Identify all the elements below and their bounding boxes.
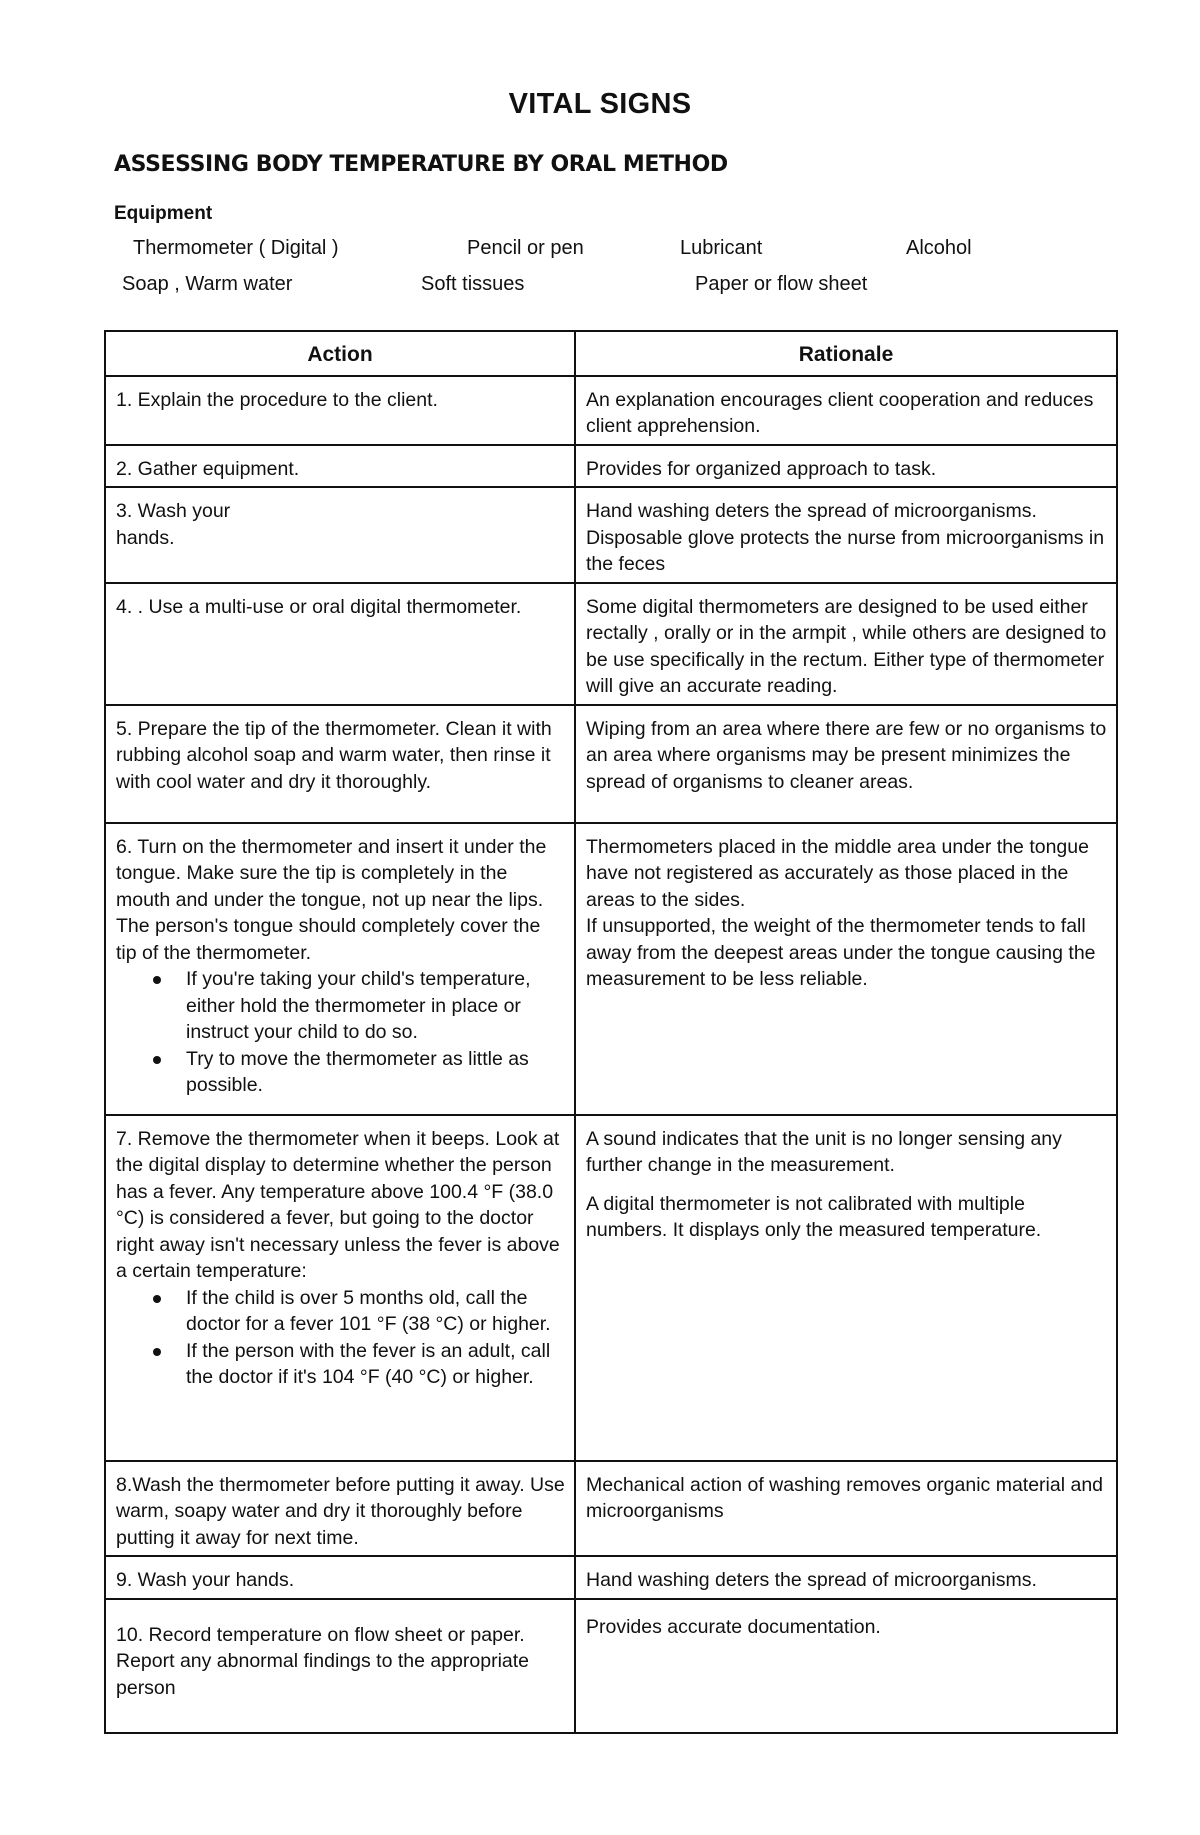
bullet-list bbox=[116, 1285, 566, 1391]
rationale-cell bbox=[575, 1599, 1117, 1733]
rationale-text: Hand washing deters the spread of microorganisms. bbox=[586, 1569, 1037, 1591]
table-row bbox=[105, 705, 1117, 823]
rationale-text: Thermometers placed in the middle area under the tongue have not registered as accurately as those placed in the areas to the sides. bbox=[586, 835, 1089, 911]
rationale-text: Provides accurate documentation. bbox=[586, 1615, 881, 1638]
action-header: Action bbox=[105, 331, 575, 376]
rationale-cell bbox=[575, 376, 1117, 445]
action-text: 6. Turn on the thermometer and insert it under the tongue. Make sure the tip is completely in the mouth and under the tongue, not up near the lips. The person's tongue should completely cover the tip of the thermometer. bbox=[116, 835, 547, 964]
rationale-cell bbox=[575, 445, 1117, 488]
action-cell: 5. Prepare the tip of the thermometer. Clean it with rubbing alcohol soap and warm water, then rinse it with cool water and dry it thoroughly. bbox=[105, 705, 575, 823]
procedure-table bbox=[104, 330, 1118, 1734]
procedure-subtitle: ASSESSING BODY TEMPERATURE BY ORAL METHOD bbox=[114, 152, 728, 177]
action-cell: 2. Gather equipment. bbox=[105, 445, 575, 488]
rationale-text: Wiping from an area where there are few or no organisms to an area where organisms may be present minimizes the spread of organisms to cleaner areas. bbox=[586, 717, 1107, 793]
rationale-text: Some digital thermometers are designed to be used either rectally , orally or in the armpit , while others are designed to be use specifically in the rectum. Either type of thermometer will give an accurate reading. bbox=[586, 595, 1107, 697]
equipment-item: Paper or flow sheet bbox=[695, 273, 868, 295]
rationale-cell bbox=[575, 1556, 1117, 1599]
action-cell: 4. . Use a multi-use or oral digital thermometer. bbox=[105, 583, 575, 705]
equipment-item: Thermometer ( Digital ) bbox=[133, 237, 339, 259]
equipment-item: Soft tissues bbox=[421, 273, 525, 295]
rationale-text: Provides for organized approach to task. bbox=[586, 457, 937, 480]
bullet-item: Try to move the thermometer as little as possible. bbox=[186, 1046, 566, 1099]
rationale-cell bbox=[575, 1461, 1117, 1557]
rationale-header: Rationale bbox=[575, 331, 1117, 376]
equipment-item: Soap , Warm water bbox=[122, 273, 293, 295]
rationale-text: A digital thermometer is not calibrated with multiple numbers. It displays only the measured temperature. bbox=[586, 1192, 1042, 1241]
table-row bbox=[105, 1115, 1117, 1461]
rationale-cell bbox=[575, 583, 1117, 705]
table-header-row bbox=[105, 331, 1117, 376]
table-row bbox=[105, 376, 1117, 445]
action-cell bbox=[105, 1115, 575, 1461]
rationale-text: If unsupported, the weight of the thermometer tends to fall away from the deepest areas under the tongue causing the measurement to be less reliable. bbox=[586, 915, 1096, 990]
table-row bbox=[105, 487, 1117, 583]
bullet-item: If the child is over 5 months old, call the doctor for a fever 101 °F (38 °C) or higher. bbox=[186, 1285, 566, 1338]
rationale-cell bbox=[575, 1115, 1117, 1461]
bullet-item: If you're taking your child's temperature, either hold the thermometer in place or instruct your child to do so. bbox=[186, 966, 566, 1046]
table-row bbox=[105, 583, 1117, 705]
action-cell bbox=[105, 823, 575, 1115]
rationale-text: Mechanical action of washing removes organic material and microorganisms bbox=[586, 1473, 1104, 1522]
bullet-list bbox=[116, 966, 566, 1099]
equipment-label: Equipment bbox=[114, 203, 213, 224]
rationale-text: A sound indicates that the unit is no longer sensing any further change in the measurement. bbox=[586, 1127, 1062, 1176]
rationale-cell bbox=[575, 705, 1117, 823]
bullet-item: If the person with the fever is an adult, call the doctor if it's 104 °F (40 °C) or higher. bbox=[186, 1338, 566, 1391]
action-cell: 10. Record temperature on flow sheet or paper. Report any abnormal findings to the appropriate person bbox=[105, 1599, 575, 1733]
action-cell: 1. Explain the procedure to the client. bbox=[105, 376, 575, 445]
action-cell: 8.Wash the thermometer before putting it away. Use warm, soapy water and dry it thoroughly before putting it away for next time. bbox=[105, 1461, 575, 1557]
rationale-cell bbox=[575, 823, 1117, 1115]
action-text: 7. Remove the thermometer when it beeps. Look at the digital display to determine whether the person has a fever. Any temperature above 100.4 °F (38.0 °C) is considered a fever, but going to the doctor right away isn't necessary unless the fever is above a certain temperature: bbox=[116, 1127, 560, 1282]
table-row bbox=[105, 445, 1117, 488]
page-title: VITAL SIGNS bbox=[508, 88, 692, 120]
table-row bbox=[105, 823, 1117, 1115]
equipment-item: Alcohol bbox=[906, 237, 972, 259]
action-cell: 3. Wash your hands. bbox=[105, 487, 575, 583]
equipment-item: Pencil or pen bbox=[467, 237, 584, 259]
action-cell: 9. Wash your hands. bbox=[105, 1556, 575, 1599]
table-row bbox=[105, 1556, 1117, 1599]
rationale-text: Hand washing deters the spread of microorganisms. Disposable glove protects the nurse from microorganisms in the feces bbox=[586, 500, 1105, 575]
equipment-item: Lubricant bbox=[680, 237, 763, 259]
table-row bbox=[105, 1599, 1117, 1733]
table-row bbox=[105, 1461, 1117, 1557]
rationale-cell bbox=[575, 487, 1117, 583]
rationale-text: An explanation encourages client cooperation and reduces client apprehension. bbox=[586, 388, 1094, 437]
